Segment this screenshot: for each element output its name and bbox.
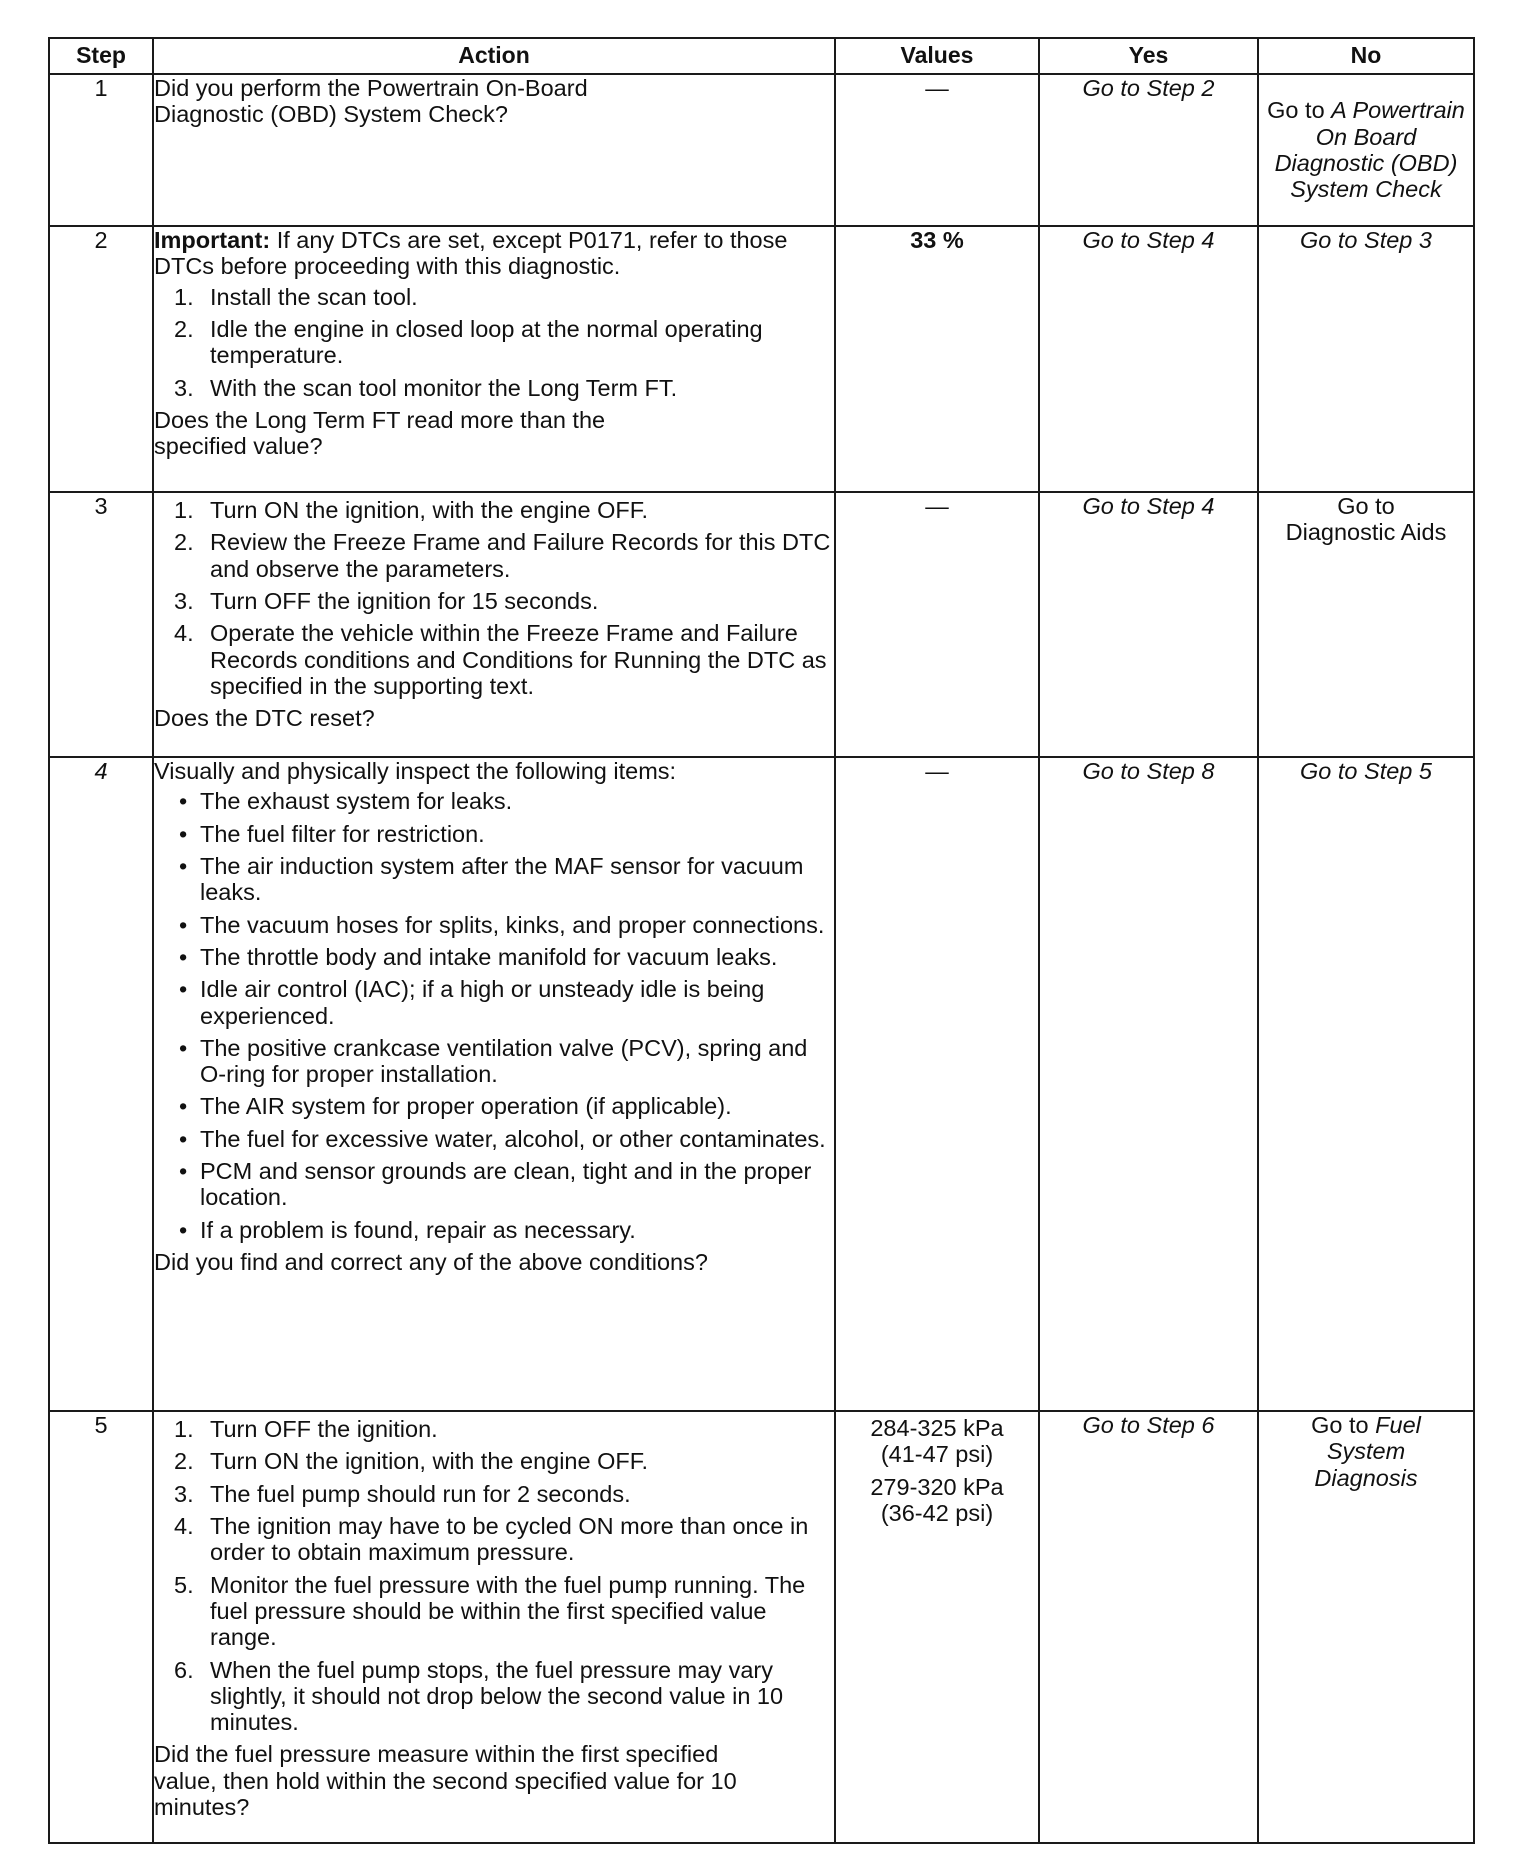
- list-item: • PCM and sensor grounds are clean, tight and in the proper location.: [179, 1158, 812, 1211]
- list-item: • The fuel for excessive water, alcohol, or other contaminates.: [179, 1125, 826, 1152]
- no-prefix: Go to: [1311, 1412, 1369, 1438]
- no-cell[interactable]: Go to Step 5: [1258, 757, 1474, 1411]
- list-item: 3. The fuel pump should run for 2 seconds.: [174, 1480, 631, 1507]
- diagnostic-table: [48, 37, 1475, 1844]
- list-item: 3. With the scan tool monitor the Long Term FT.: [174, 374, 678, 401]
- list-item: • Idle air control (IAC); if a high or unsteady idle is being experienced.: [179, 976, 765, 1029]
- values-cell: [835, 1411, 1039, 1843]
- value-range-1: 284-325 kPa (41-47 psi): [870, 1415, 1004, 1468]
- no-cell[interactable]: Go to Step 3: [1258, 226, 1474, 492]
- yes-cell[interactable]: Go to Step 6: [1039, 1411, 1258, 1843]
- action-cell: [153, 74, 835, 226]
- list-item: • The positive crankcase ventilation valve (PCV), spring and O-ring for proper installation.: [179, 1034, 808, 1088]
- question-text: Did you find and correct any of the above conditions?: [154, 1249, 708, 1275]
- bullet-list: [154, 788, 834, 1243]
- list-item: • The AIR system for proper operation (if applicable).: [179, 1093, 732, 1120]
- list-item: 1. Turn ON the ignition, with the engine OFF.: [174, 497, 649, 523]
- list-item: 1. Turn OFF the ignition.: [174, 1416, 438, 1442]
- list-item: 3. Turn OFF the ignition for 15 seconds.: [174, 587, 599, 614]
- important-note: [154, 227, 834, 280]
- step-number: 1: [49, 74, 153, 226]
- no-cell[interactable]: [1258, 1411, 1474, 1843]
- intro-text: Visually and physically inspect the following items:: [154, 758, 677, 784]
- table-row: [49, 492, 1474, 757]
- values-cell: —: [835, 492, 1039, 757]
- values-cell: —: [835, 74, 1039, 226]
- list-item: 4. The ignition may have to be cycled ON more than once in order to obtain maximum pressure.: [174, 1512, 809, 1566]
- step-number: 5: [49, 1411, 153, 1843]
- list-item: 4. Operate the vehicle within the Freeze Frame and Failure Records conditions and Conditions for Running the DTC as specified in the supporting text.: [174, 620, 827, 699]
- values-cell: —: [835, 757, 1039, 1411]
- list-item: • The vacuum hoses for splits, kinks, and proper connections.: [179, 911, 825, 938]
- question-text: Does the DTC reset?: [154, 705, 375, 732]
- question-text: Does the Long Term FT read more than the specified value?: [154, 406, 606, 460]
- list-item: 6. When the fuel pump stops, the fuel pressure may vary slightly, it should not drop below the second value in 10 minutes.: [174, 1656, 784, 1736]
- header-action: Action: [153, 38, 835, 74]
- list-item: • The fuel filter for restriction.: [179, 820, 485, 847]
- list-item: • The exhaust system for leaks.: [179, 788, 513, 815]
- step-number: 4: [49, 757, 153, 1411]
- list-item: 2. Idle the engine in closed loop at the normal operating temperature.: [174, 315, 763, 369]
- important-text: If any DTCs are set, except P0171, refer to those DTCs before proceeding with this diagnostic.: [154, 227, 788, 280]
- values-cell: 33 %: [835, 226, 1039, 492]
- action-cell: [153, 492, 835, 757]
- numbered-list: [154, 284, 834, 401]
- no-link[interactable]: Fuel System Diagnosis: [1314, 1412, 1421, 1491]
- question-text: Did you perform the Powertrain On-Board Diagnostic (OBD) System Check?: [154, 75, 588, 128]
- header-row: [49, 38, 1474, 74]
- action-cell: [153, 1411, 835, 1843]
- step-number: 2: [49, 226, 153, 492]
- table-row: [49, 74, 1474, 226]
- value-range-2: 279-320 kPa (36-42 psi): [870, 1473, 1004, 1526]
- list-item: 1. Install the scan tool.: [174, 283, 418, 310]
- action-cell: [153, 757, 835, 1411]
- table-row: [49, 226, 1474, 492]
- action-cell: [153, 226, 835, 492]
- header-values: Values: [835, 38, 1039, 74]
- no-cell[interactable]: Go to Diagnostic Aids: [1258, 492, 1474, 757]
- header-step: Step: [49, 38, 153, 74]
- no-link[interactable]: A Powertrain On Board Diagnostic (OBD) System Check: [1274, 97, 1465, 203]
- table-row: [49, 1411, 1474, 1843]
- yes-cell[interactable]: Go to Step 8: [1039, 757, 1258, 1411]
- list-item: • The air induction system after the MAF sensor for vacuum leaks.: [179, 852, 804, 906]
- yes-cell[interactable]: Go to Step 2: [1039, 74, 1258, 226]
- numbered-list: [154, 497, 834, 699]
- table-row: [49, 757, 1474, 1411]
- list-item: 2. Review the Freeze Frame and Failure Records for this DTC and observe the parameters.: [174, 529, 831, 582]
- numbered-list: [154, 1416, 834, 1735]
- list-item: • The throttle body and intake manifold for vacuum leaks.: [179, 943, 778, 970]
- no-prefix: Go to: [1267, 97, 1325, 124]
- step-number: 3: [49, 492, 153, 757]
- important-label: Important:: [154, 227, 271, 253]
- list-item: 2. Turn ON the ignition, with the engine OFF.: [174, 1448, 649, 1475]
- list-item: 5. Monitor the fuel pressure with the fuel pump running. The fuel pressure should be within the first specified value range.: [174, 1571, 806, 1651]
- yes-cell[interactable]: Go to Step 4: [1039, 492, 1258, 757]
- question-text: Did the fuel pressure measure within the first specified value, then hold within the second specified value for 10 minutes?: [154, 1741, 737, 1821]
- no-cell[interactable]: [1258, 74, 1474, 226]
- list-item: • If a problem is found, repair as necessary.: [179, 1216, 636, 1243]
- header-no: No: [1258, 38, 1474, 74]
- header-yes: Yes: [1039, 38, 1258, 74]
- yes-cell[interactable]: Go to Step 4: [1039, 226, 1258, 492]
